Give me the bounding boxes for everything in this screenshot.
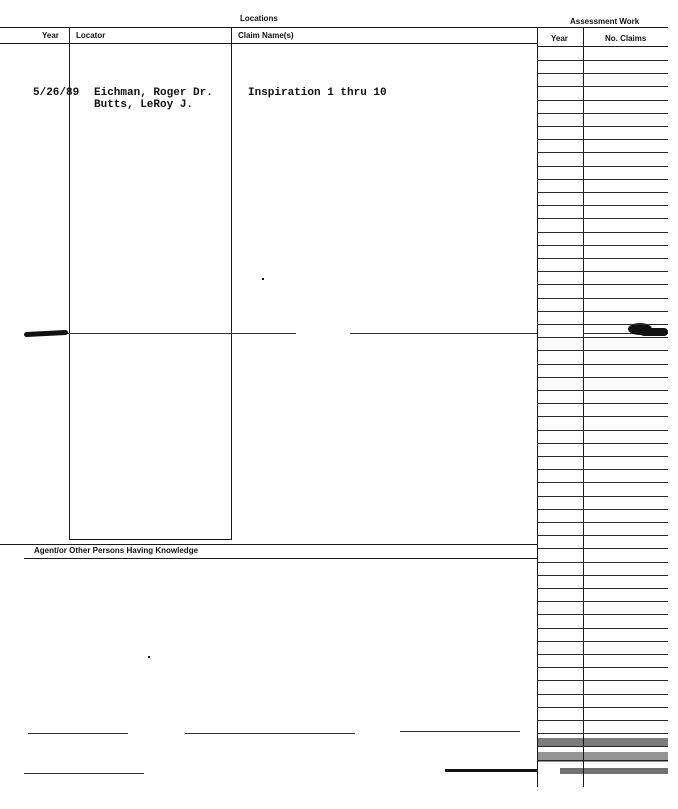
assessment-grid-row bbox=[537, 720, 668, 721]
locator-column-header: Locator bbox=[76, 31, 106, 40]
assessment-grid-row bbox=[537, 245, 668, 246]
year-locator-divider bbox=[69, 27, 70, 539]
assessment-grid-row bbox=[537, 179, 668, 180]
agent-rule-top bbox=[0, 544, 537, 545]
assessment-grid-row bbox=[537, 614, 668, 615]
assessment-grid-row bbox=[537, 641, 668, 642]
assessment-grid-row bbox=[537, 562, 668, 563]
assessment-grid-row bbox=[537, 152, 668, 153]
locator-claim-divider bbox=[231, 27, 232, 539]
assessment-grid-row bbox=[537, 284, 668, 285]
header-rule-right bbox=[537, 46, 668, 47]
assessment-grid-row bbox=[537, 192, 668, 193]
aw-year-column-header: Year bbox=[551, 34, 568, 43]
assessment-grid-row bbox=[537, 205, 668, 206]
assessment-grid-row bbox=[537, 403, 668, 404]
assessment-grid-row bbox=[537, 575, 668, 576]
assessment-grid-row bbox=[537, 496, 668, 497]
fold-line-mid bbox=[350, 333, 537, 334]
top-rule bbox=[0, 27, 537, 28]
assessment-grid-row bbox=[537, 430, 668, 431]
assessment-grid-row bbox=[537, 218, 668, 219]
assessment-grid-row bbox=[537, 298, 668, 299]
bottom-dash-3 bbox=[400, 731, 520, 732]
ink-smudge-left bbox=[24, 330, 68, 337]
scan-noise-3 bbox=[560, 768, 668, 774]
assessment-grid-row bbox=[537, 60, 668, 61]
assessment-grid-row bbox=[537, 707, 668, 708]
bottom-smear bbox=[445, 769, 537, 772]
top-rule-right bbox=[537, 27, 668, 28]
scan-noise-1 bbox=[537, 738, 668, 746]
agent-rule-bottom bbox=[24, 558, 537, 559]
aw-no-claims-column-header: No. Claims bbox=[605, 34, 647, 43]
assessment-grid-row bbox=[537, 139, 668, 140]
assessment-grid-row bbox=[537, 469, 668, 470]
assessment-grid-row bbox=[537, 271, 668, 272]
speck-2 bbox=[262, 278, 264, 280]
entry-locator-1: Eichman, Roger Dr. bbox=[94, 87, 213, 99]
assessment-grid-row bbox=[537, 443, 668, 444]
locations-header: Locations bbox=[240, 14, 278, 23]
assessment-grid-row bbox=[537, 337, 668, 338]
claim-names-column-header: Claim Name(s) bbox=[238, 31, 294, 40]
assessment-grid-row bbox=[537, 601, 668, 602]
ink-smudge-right-tail bbox=[640, 328, 668, 336]
entry-locator-2: Butts, LeRoy J. bbox=[94, 99, 194, 111]
assessment-grid-row bbox=[537, 416, 668, 417]
assessment-grid-row bbox=[537, 390, 668, 391]
assessment-grid-row bbox=[537, 86, 668, 87]
bottom-dash-1 bbox=[28, 733, 128, 734]
assessment-grid-row bbox=[537, 311, 668, 312]
assessment-grid-row bbox=[537, 548, 668, 549]
assessment-grid-row bbox=[537, 100, 668, 101]
assessment-grid-row bbox=[537, 733, 668, 734]
year-column-header: Year bbox=[42, 31, 59, 40]
assessment-grid-row bbox=[537, 166, 668, 167]
assessment-grid-row bbox=[537, 377, 668, 378]
agent-header: Agent/or Other Persons Having Knowledge bbox=[34, 546, 199, 555]
assessment-grid-row bbox=[537, 588, 668, 589]
bottom-dash-2 bbox=[185, 733, 355, 734]
assessment-grid-row bbox=[537, 126, 668, 127]
assessment-grid-row bbox=[537, 694, 668, 695]
assessment-grid-row bbox=[537, 258, 668, 259]
assessment-grid-row bbox=[537, 535, 668, 536]
bottom-dash-4 bbox=[24, 773, 144, 774]
scan-noise-2 bbox=[537, 752, 668, 762]
assessment-grid-row bbox=[537, 654, 668, 655]
assessment-grid-row bbox=[537, 482, 668, 483]
assessment-grid-row bbox=[537, 509, 668, 510]
assessment-grid-row bbox=[537, 350, 668, 351]
entry-year: 5/26/89 bbox=[33, 87, 80, 99]
assessment-grid-row bbox=[537, 73, 668, 74]
assessment-grid-row bbox=[537, 746, 668, 747]
assessment-grid-row bbox=[537, 628, 668, 629]
speck-1 bbox=[148, 656, 150, 658]
assessment-grid-row bbox=[537, 522, 668, 523]
assessment-grid-row bbox=[537, 680, 668, 681]
assessment-grid-row bbox=[537, 113, 668, 114]
assessment-grid-row bbox=[537, 364, 668, 365]
claims-box-bottom bbox=[69, 539, 232, 540]
entry-claim-name: Inspiration 1 thru 10 bbox=[248, 87, 387, 99]
aw-year-claims-divider bbox=[583, 27, 584, 787]
assessment-grid-row bbox=[537, 667, 668, 668]
header-rule bbox=[0, 43, 537, 44]
assessment-grid-row bbox=[537, 232, 668, 233]
claims-assessment-divider bbox=[537, 27, 538, 787]
assessment-grid-row bbox=[537, 324, 668, 325]
assessment-work-header: Assessment Work bbox=[570, 17, 640, 26]
assessment-grid-row bbox=[537, 456, 668, 457]
